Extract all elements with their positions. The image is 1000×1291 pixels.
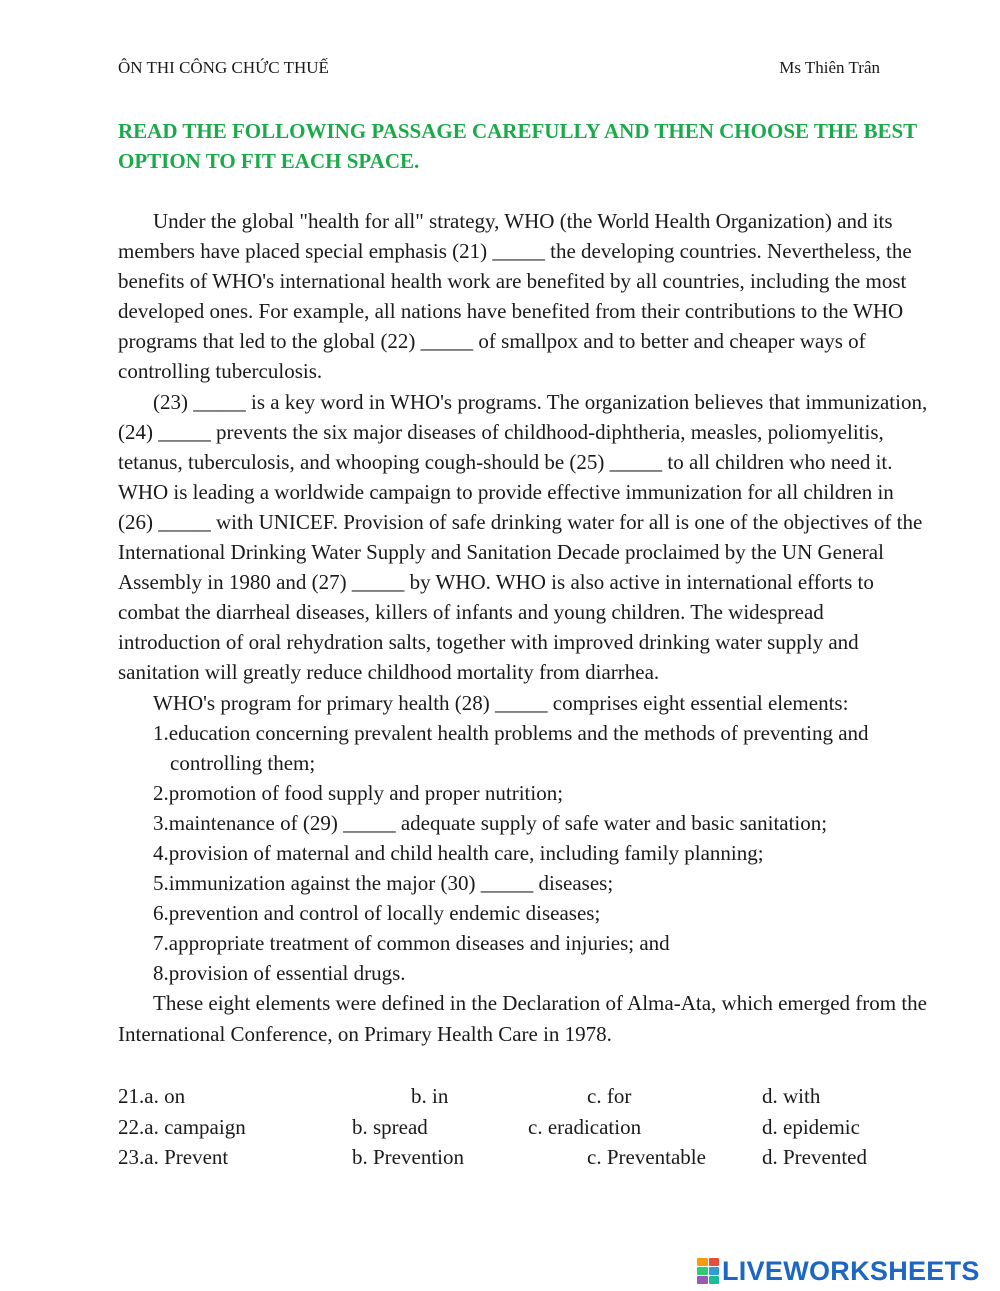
instruction-heading: READ THE FOLLOWING PASSAGE CAREFULLY AND THEN CHOOSE THE BEST OPTION TO FIT EACH SPACE.: [118, 119, 917, 173]
header-title: ÔN THI CÔNG CHỨC THUẾ: [118, 58, 329, 77]
logo-square: [697, 1258, 708, 1266]
paragraph-1: Under the global "health for all" strategy, WHO (the World Health Organization) and its members have placed special emphasis (21) _____ the developing countries. Nevertheless, the benefits of WHO's international health work are benefited by all countries, including the most developed ones. For example, all nations have benefited from their contributions to the WHO programs that led to the global (22) _____ of smallpox and to better and cheaper ways of controlling tuberculosis.: [118, 209, 912, 384]
list-item: 4.provision of maternal and child health care, including family planning;: [153, 840, 764, 865]
option-d[interactable]: d. epidemic: [762, 1114, 860, 1139]
list-item: 2.promotion of food supply and proper nutrition;: [153, 780, 564, 805]
option-c[interactable]: c. Preventable: [587, 1145, 706, 1169]
option-d[interactable]: d. with: [762, 1084, 821, 1108]
option-c[interactable]: c. for: [587, 1084, 632, 1108]
question-row: [118, 1142, 918, 1173]
elements-list: [118, 718, 928, 989]
list-item: 6.prevention and control of locally endemic diseases;: [153, 901, 601, 926]
logo-square: [709, 1267, 720, 1275]
header-author: Ms Thiên Trân: [779, 58, 880, 77]
reading-passage: [118, 206, 928, 1049]
answer-options: [118, 1081, 918, 1173]
option-a[interactable]: 23.a. Prevent: [118, 1145, 229, 1169]
option-b[interactable]: b. Prevention: [352, 1145, 464, 1169]
option-b[interactable]: b. in: [411, 1084, 449, 1108]
option-a[interactable]: 21.a. on: [118, 1084, 186, 1108]
option-b[interactable]: b. spread: [352, 1114, 428, 1139]
paragraph-3: WHO's program for primary health (28) _____ comprises eight essential elements:: [153, 690, 849, 715]
logo-square: [697, 1267, 708, 1275]
question-row: [118, 1112, 918, 1143]
option-c[interactable]: c. eradication: [528, 1114, 642, 1139]
liveworksheets-logo: [697, 1254, 980, 1288]
logo-square: [709, 1276, 720, 1284]
option-a[interactable]: 22.a. campaign: [118, 1114, 246, 1139]
list-item: 3.maintenance of (29) _____ adequate supply of safe water and basic sanitation;: [153, 810, 828, 835]
logo-square: [709, 1258, 720, 1266]
list-item: 7.appropriate treatment of common diseases and injuries; and: [153, 931, 670, 956]
logo-icon: [697, 1258, 719, 1284]
question-row: [118, 1081, 918, 1112]
list-item: 5.immunization against the major (30) _____ diseases;: [153, 871, 614, 896]
logo-text: LIVEWORKSHEETS: [722, 1255, 980, 1286]
option-d[interactable]: d. Prevented: [762, 1145, 867, 1169]
paragraph-2: (23) _____ is a key word in WHO's programs. The organization believes that immunization, (24) _____ prevents the six major diseases of childhood-diphtheria, measles, poliomyelitis, tetanus, tuberculosis, and whooping cough-should be (25) _____ to all children who need it. WHO is leading a worldwide campaign to provide effective immunization for all children in (26) _____ with UNICEF. Provision of safe drinking water for all is one of the objectives of the International Drinking Water Supply and Sanitation Decade proclaimed by the UN General Assembly in 1980 and (27) _____ by WHO. WHO is also active in international efforts to combat the diarrheal diseases, killers of infants and young children. The widespread introduction of oral rehydration salts, together with improved drinking water supply and sanitation will greatly reduce childhood mortality from diarrhea.: [118, 389, 928, 685]
paragraph-4: These eight elements were defined in the Declaration of Alma-Ata, which emerged from the International Conference, on Primary Health Care in 1978.: [118, 991, 927, 1046]
list-item: 8.provision of essential drugs.: [153, 961, 406, 986]
logo-square: [697, 1276, 708, 1284]
list-item: 1.education concerning prevalent health problems and the methods of preventing and controlling them;: [153, 720, 869, 775]
